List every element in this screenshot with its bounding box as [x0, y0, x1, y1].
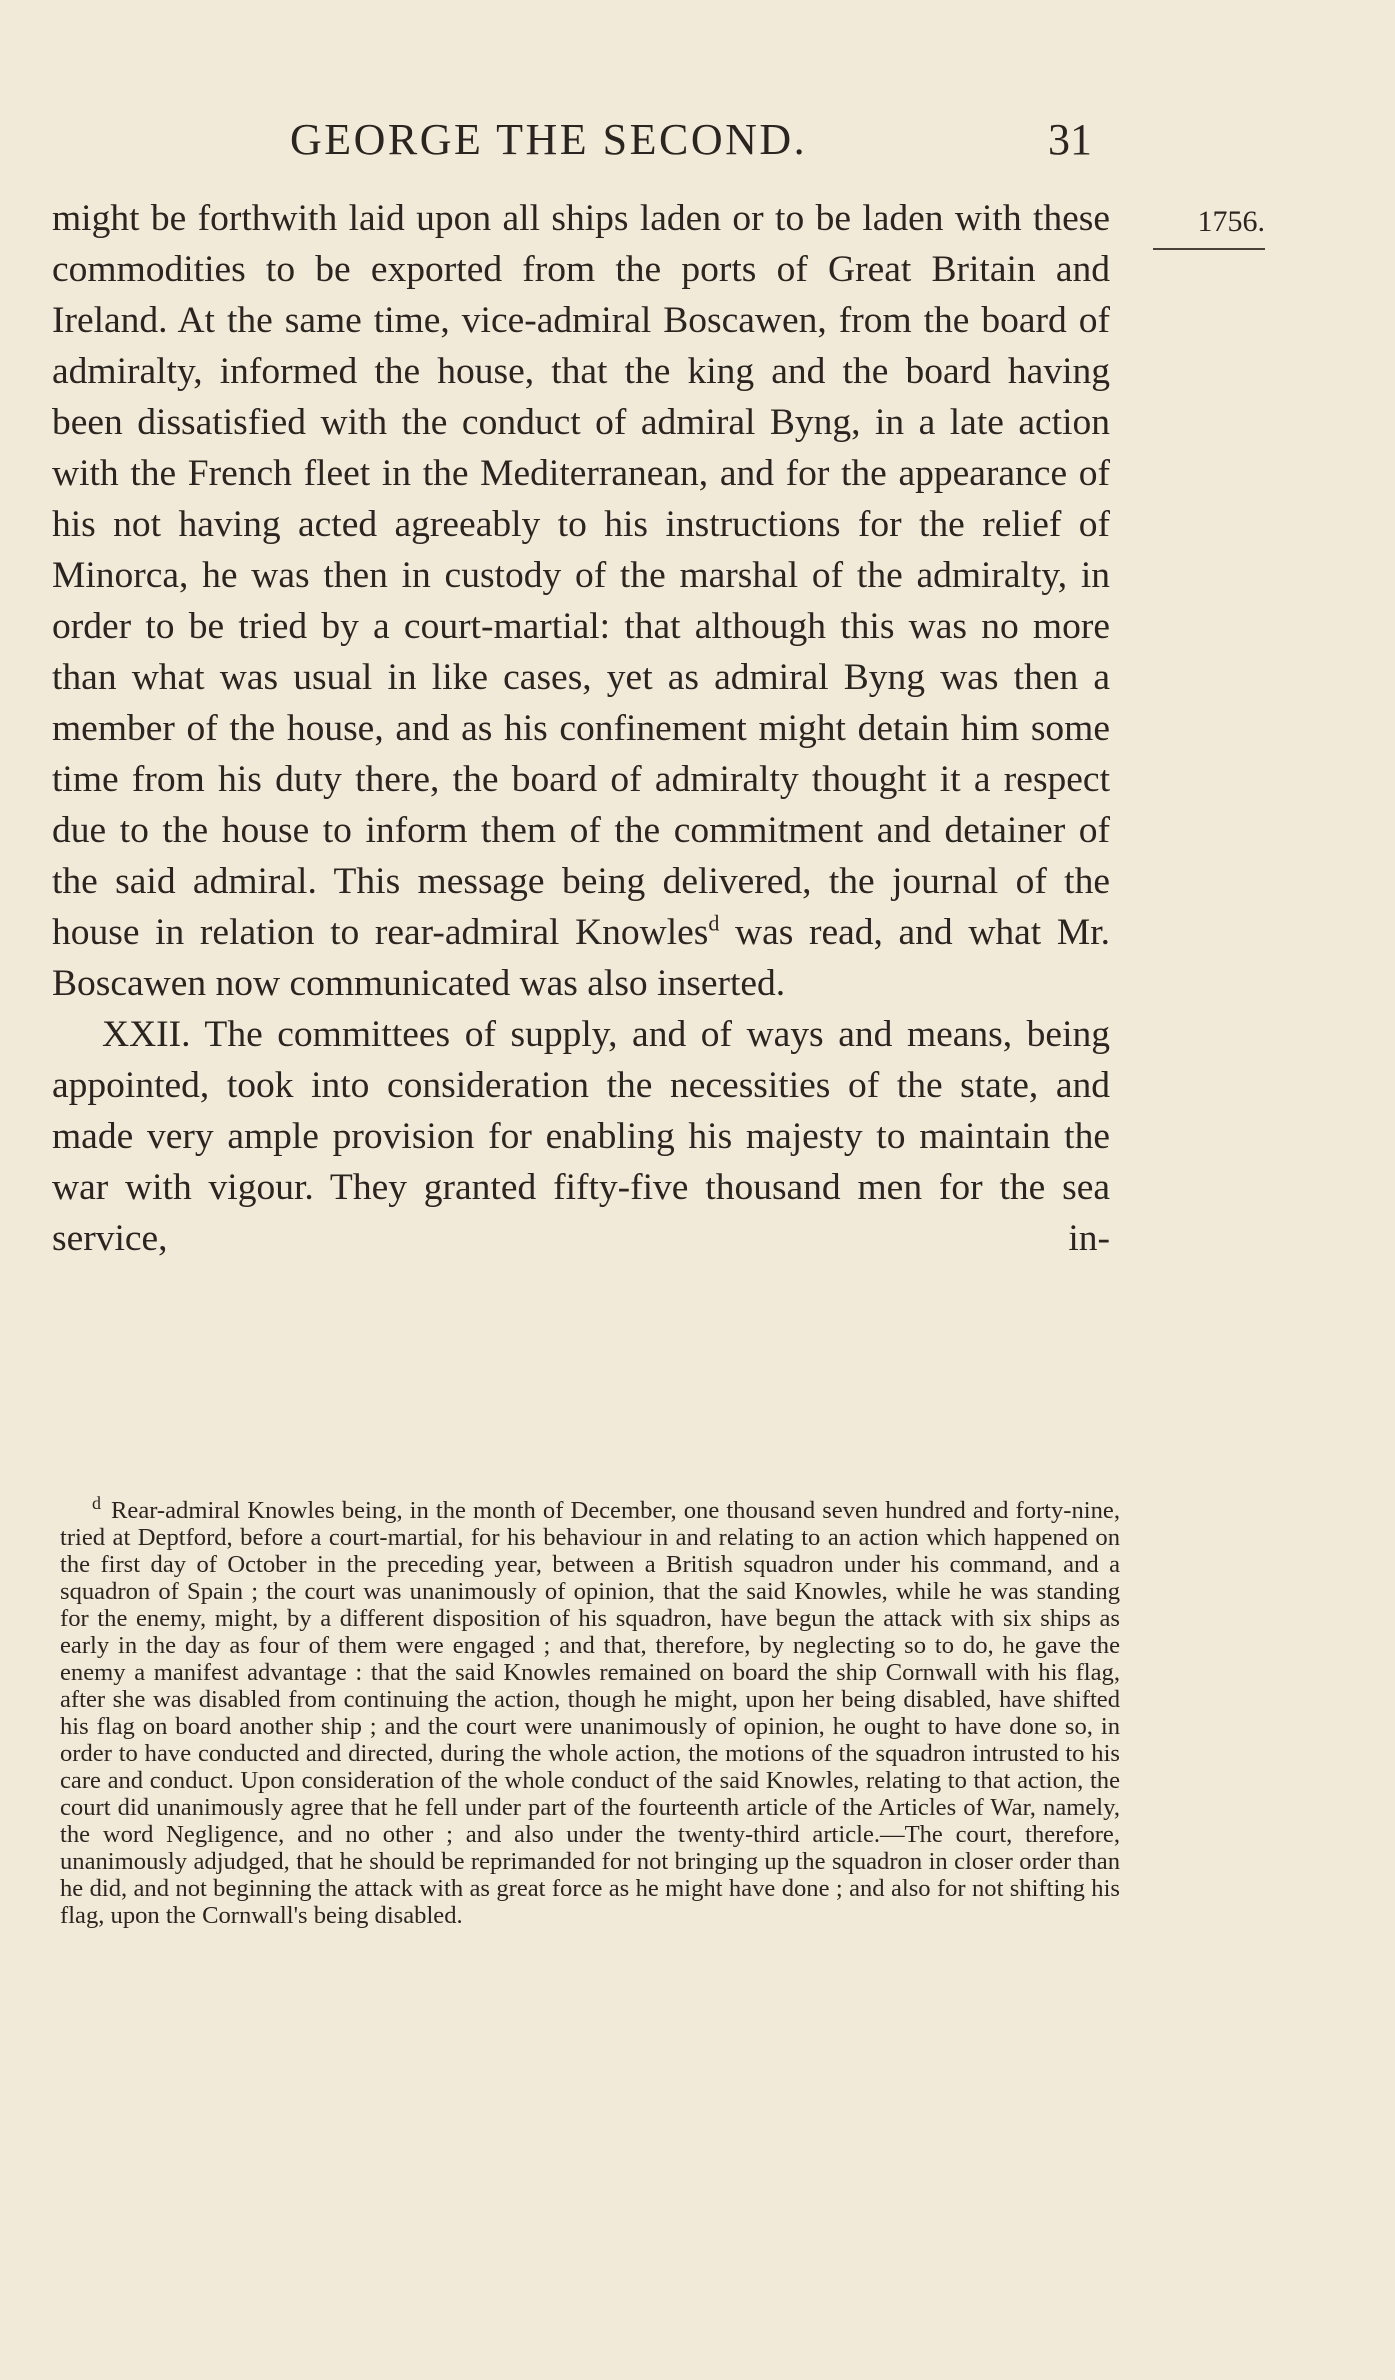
- footnote-paragraph: [60, 1492, 1120, 1929]
- footnote-text: Rear-admiral Knowles being, in the month of December, one thousand seven hundred and forty-nine, tried at Deptford, before a court-martial, for his behaviour in and relating to an action which happened on the first day of October in the preceding year, between a British squadron under his command, and a squadron of Spain ; the court was unanimously of opinion, that the said Knowles, while he was standing for the enemy, might, by a different disposition of his squadron, have begun the attack with six ships as early in the day as four of them were engaged ; and that, therefore, by neglecting so to do, he gave the enemy a manifest advantage : that the said Knowles remained on board the ship Cornwall with his flag, after she was disabled from continuing the action, though he might, upon her being disabled, have shifted his flag on board another ship ; and the court were unanimously of opinion, he ought to have done so, in order to have conducted and directed, during the whole action, the motions of the squadron intrusted to his care and conduct. Upon consideration of the whole conduct of the said Knowles, relating to that action, the court did unanimously agree that he fell under part of the fourteenth article of the Articles of War, namely, the word Negligence, and no other ; and also under the twenty-third article.—The court, therefore, unanimously adjudged, that he should be reprimanded for not bringing up the squadron in closer order than he did, and not beginning the attack with as great force as he might have done ; and also for not shifting his flag, upon the Cornwall's being disabled.: [60, 1497, 1120, 1929]
- running-title: GEORGE THE SECOND.: [290, 115, 808, 164]
- paragraph-1: [52, 193, 1110, 1009]
- main-text: [52, 193, 1110, 1264]
- margin-note: [1150, 204, 1265, 250]
- footnote-mark: d: [92, 1492, 101, 1513]
- footnote: [60, 1492, 1120, 1929]
- running-head: [290, 112, 1092, 168]
- paragraph-1-tail: was read, and what Mr. Boscawen now communicated was also inserted.: [52, 912, 1110, 1004]
- footnote-reference: d: [708, 910, 720, 936]
- page-number: 31: [1048, 115, 1092, 164]
- margin-rule: [1153, 248, 1265, 250]
- margin-year: 1756.: [1197, 205, 1265, 238]
- paragraph-1-text: might be forthwith laid upon all ships laden or to be laden with these commodities to be exported from the ports of Great Britain and Ireland. At the same time, vice-admiral Boscawen, from the board of admiralty, informed the house, that the king and the board having been dissatisfied with the conduct of admiral Byng, in a late action with the French fleet in the Mediterranean, and for the appearance of his not having acted agreeably to his instructions for the relief of Minorca, he was then in custody of the marshal of the admiralty, in order to be tried by a court-martial: that although this was no more than what was usual in like cases, yet as admiral Byng was then a member of the house, and as his confinement might detain him some time from his duty there, the board of admiralty thought it a respect due to the house to inform them of the commitment and detainer of the said admiral. This message being delivered, the journal of the house in relation to rear-admiral Knowles: [52, 198, 1110, 953]
- paragraph-2: XXII. The committees of supply, and of ways and means, being appointed, took into consideration the necessities of the state, and made very ample provision for enabling his majesty to maintain the war with vigour. They granted fifty-five thousand men for the sea service, in-: [52, 1014, 1110, 1259]
